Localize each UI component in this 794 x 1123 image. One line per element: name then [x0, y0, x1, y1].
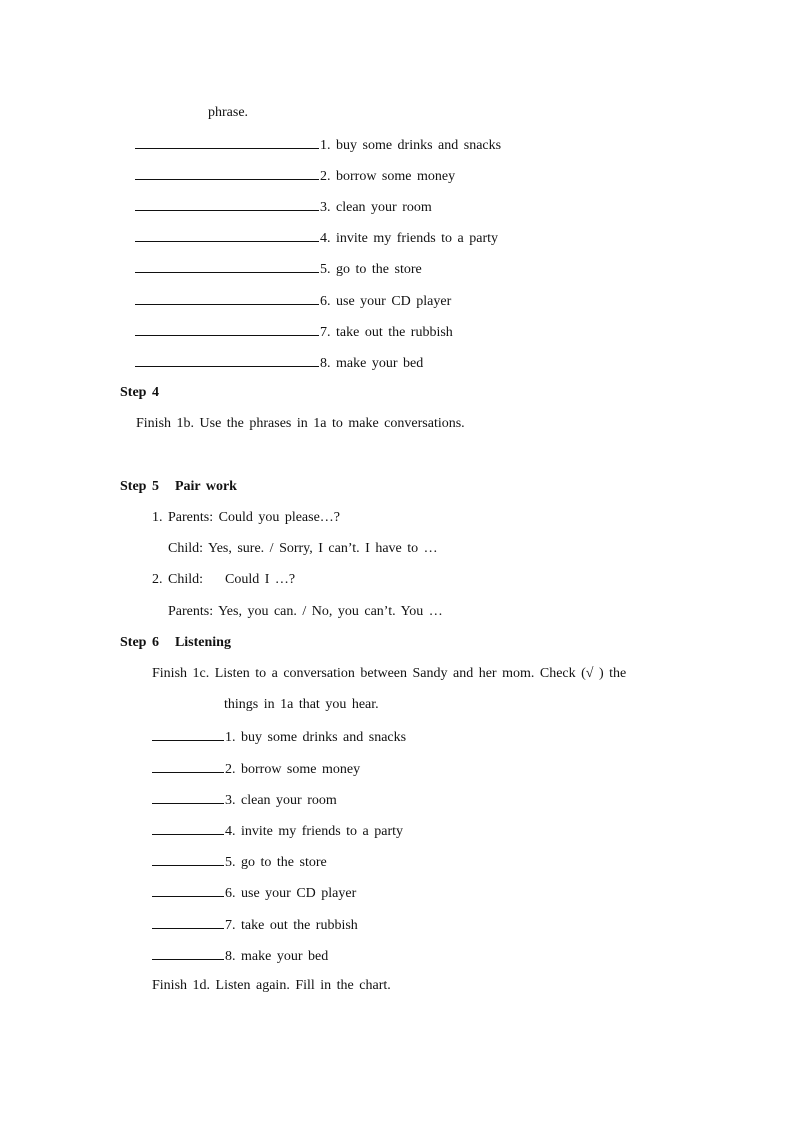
answer-blank[interactable]	[135, 135, 319, 149]
step5-line-2: Child: Yes, sure. / Sorry, I can’t. I have to …	[168, 541, 438, 556]
step4-text: Finish 1b. Use the phrases in 1a to make conversations.	[136, 416, 465, 431]
step6-final-instruction: Finish 1d. Listen again. Fill in the chart.	[152, 978, 391, 993]
step3-item-3: 3. clean your room	[135, 197, 432, 215]
step6-heading: Step 6 Listening	[120, 635, 231, 650]
step6-item-3: 3. clean your room	[152, 790, 337, 808]
check-blank[interactable]	[152, 852, 224, 866]
step3-item-5: 5. go to the store	[135, 259, 422, 277]
answer-blank[interactable]	[135, 353, 319, 367]
step3-item-2: 2. borrow some money	[135, 166, 455, 184]
check-blank[interactable]	[152, 915, 224, 929]
step6-item-6: 6. use your CD player	[152, 883, 356, 901]
answer-blank[interactable]	[135, 259, 319, 273]
step5-heading: Step 5 Pair work	[120, 479, 237, 494]
step5-line-3: 2. Child: Could I …?	[152, 572, 296, 587]
step6-instruction-1: Finish 1c. Listen to a conversation between Sandy and her mom. Check (√ ) the	[152, 666, 627, 681]
step6-item-7: 7. take out the rubbish	[152, 915, 358, 933]
answer-blank[interactable]	[135, 291, 319, 305]
check-blank[interactable]	[152, 790, 224, 804]
step3-item-8: 8. make your bed	[135, 353, 423, 371]
answer-blank[interactable]	[135, 228, 319, 242]
check-blank[interactable]	[152, 821, 224, 835]
step6-item-4: 4. invite my friends to a party	[152, 821, 403, 839]
step3-item-4: 4. invite my friends to a party	[135, 228, 498, 246]
step6-instruction-2: things in 1a that you hear.	[224, 697, 379, 712]
answer-blank[interactable]	[135, 322, 319, 336]
phrase-tail: phrase.	[208, 105, 249, 120]
step3-item-6: 6. use your CD player	[135, 291, 451, 309]
answer-blank[interactable]	[135, 197, 319, 211]
check-blank[interactable]	[152, 883, 224, 897]
step6-item-1: 1. buy some drinks and snacks	[152, 727, 406, 745]
check-blank[interactable]	[152, 946, 224, 960]
step6-item-5: 5. go to the store	[152, 852, 327, 870]
step6-item-2: 2. borrow some money	[152, 759, 360, 777]
answer-blank[interactable]	[135, 166, 319, 180]
step3-item-1: 1. buy some drinks and snacks	[135, 135, 501, 153]
check-blank[interactable]	[152, 759, 224, 773]
step4-heading: Step 4	[120, 385, 159, 400]
step3-item-7: 7. take out the rubbish	[135, 322, 453, 340]
step6-item-8: 8. make your bed	[152, 946, 328, 964]
step5-line-1: 1. Parents: Could you please…?	[152, 510, 341, 525]
step5-line-4: Parents: Yes, you can. / No, you can’t. You …	[168, 604, 443, 619]
check-blank[interactable]	[152, 727, 224, 741]
